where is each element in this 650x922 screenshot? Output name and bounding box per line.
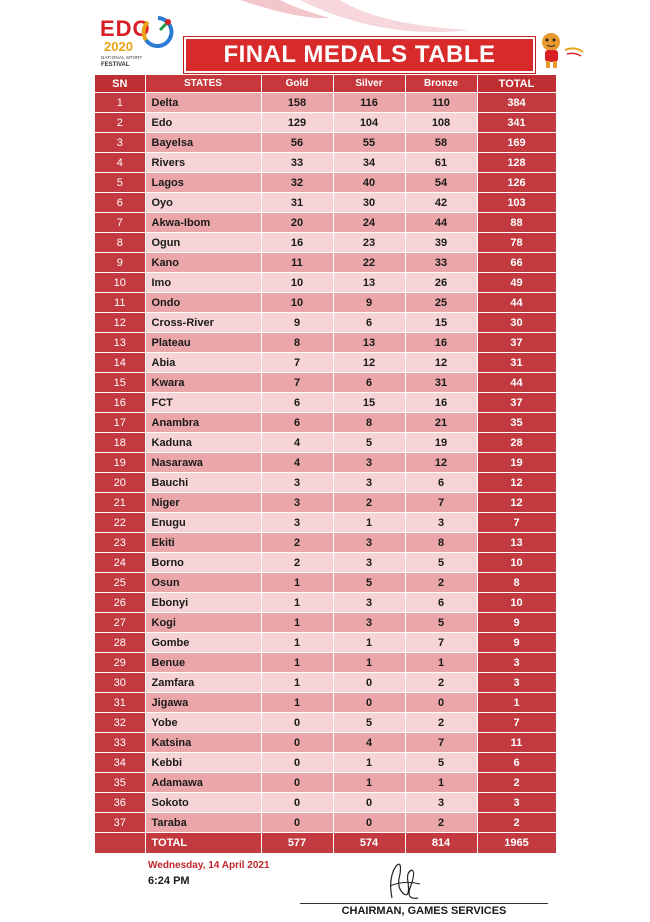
row-state: Enugu xyxy=(145,513,261,533)
table-body xyxy=(95,93,556,833)
logo-subtitle-line1: NATIONAL SPORT xyxy=(101,55,143,60)
row-state: Taraba xyxy=(145,813,261,833)
table-row xyxy=(95,253,556,273)
row-bronze: 25 xyxy=(405,293,477,313)
row-silver: 0 xyxy=(333,673,405,693)
row-gold: 11 xyxy=(261,253,333,273)
row-silver: 5 xyxy=(333,433,405,453)
row-gold: 2 xyxy=(261,553,333,573)
row-bronze: 31 xyxy=(405,373,477,393)
row-gold: 3 xyxy=(261,513,333,533)
row-state: Ekiti xyxy=(145,533,261,553)
row-state: Kaduna xyxy=(145,433,261,453)
row-bronze: 42 xyxy=(405,193,477,213)
row-gold: 31 xyxy=(261,193,333,213)
row-total: 12 xyxy=(477,493,556,513)
logo-year-text: 2020 xyxy=(104,39,133,54)
row-bronze: 0 xyxy=(405,693,477,713)
row-state: Lagos xyxy=(145,173,261,193)
row-sn: 28 xyxy=(95,633,145,653)
row-silver: 0 xyxy=(333,813,405,833)
row-silver: 1 xyxy=(333,513,405,533)
row-sn: 27 xyxy=(95,613,145,633)
row-silver: 15 xyxy=(333,393,405,413)
totals-silver: 574 xyxy=(333,833,405,854)
row-total: 12 xyxy=(477,473,556,493)
row-state: FCT xyxy=(145,393,261,413)
table-row xyxy=(95,353,556,373)
time-label: 6:24 PM xyxy=(148,875,190,887)
row-sn: 35 xyxy=(95,773,145,793)
row-total: 1 xyxy=(477,693,556,713)
row-total: 8 xyxy=(477,573,556,593)
row-bronze: 6 xyxy=(405,593,477,613)
row-silver: 24 xyxy=(333,213,405,233)
row-state: Cross-River xyxy=(145,313,261,333)
row-bronze: 61 xyxy=(405,153,477,173)
row-state: Ogun xyxy=(145,233,261,253)
table-row xyxy=(95,653,556,673)
row-state: Bauchi xyxy=(145,473,261,493)
table-row xyxy=(95,153,556,173)
table-row xyxy=(95,773,556,793)
row-total: 11 xyxy=(477,733,556,753)
row-silver: 4 xyxy=(333,733,405,753)
row-silver: 12 xyxy=(333,353,405,373)
row-silver: 40 xyxy=(333,173,405,193)
row-total: 88 xyxy=(477,213,556,233)
logo-subtitle-line2: FESTIVAL xyxy=(101,62,130,68)
row-state: Yobe xyxy=(145,713,261,733)
row-sn: 9 xyxy=(95,253,145,273)
row-gold: 7 xyxy=(261,353,333,373)
table-row xyxy=(95,213,556,233)
table-row xyxy=(95,513,556,533)
row-sn: 18 xyxy=(95,433,145,453)
row-bronze: 19 xyxy=(405,433,477,453)
row-sn: 37 xyxy=(95,813,145,833)
row-total: 384 xyxy=(477,93,556,113)
row-gold: 8 xyxy=(261,333,333,353)
row-bronze: 33 xyxy=(405,253,477,273)
row-sn: 12 xyxy=(95,313,145,333)
logo-edo-text: EDO xyxy=(100,16,151,41)
row-state: Bayelsa xyxy=(145,133,261,153)
row-state: Abia xyxy=(145,353,261,373)
table-row xyxy=(95,93,556,113)
row-total: 7 xyxy=(477,513,556,533)
row-silver: 0 xyxy=(333,693,405,713)
header-total: TOTAL xyxy=(477,75,556,93)
row-state: Sokoto xyxy=(145,793,261,813)
row-total: 169 xyxy=(477,133,556,153)
row-sn: 3 xyxy=(95,133,145,153)
table-row xyxy=(95,693,556,713)
row-sn: 11 xyxy=(95,293,145,313)
row-total: 9 xyxy=(477,613,556,633)
row-sn: 17 xyxy=(95,413,145,433)
table-row xyxy=(95,293,556,313)
row-total: 66 xyxy=(477,253,556,273)
row-total: 7 xyxy=(477,713,556,733)
row-sn: 21 xyxy=(95,493,145,513)
row-gold: 0 xyxy=(261,793,333,813)
row-total: 3 xyxy=(477,653,556,673)
row-silver: 9 xyxy=(333,293,405,313)
row-sn: 7 xyxy=(95,213,145,233)
table-row xyxy=(95,713,556,733)
row-total: 103 xyxy=(477,193,556,213)
row-total: 126 xyxy=(477,173,556,193)
row-state: Gombe xyxy=(145,633,261,653)
totals-row xyxy=(95,833,556,854)
row-state: Nasarawa xyxy=(145,453,261,473)
row-silver: 13 xyxy=(333,333,405,353)
row-silver: 1 xyxy=(333,653,405,673)
row-gold: 158 xyxy=(261,93,333,113)
row-silver: 3 xyxy=(333,453,405,473)
table-row xyxy=(95,633,556,653)
row-sn: 6 xyxy=(95,193,145,213)
row-gold: 0 xyxy=(261,733,333,753)
row-sn: 30 xyxy=(95,673,145,693)
row-state: Osun xyxy=(145,573,261,593)
row-silver: 1 xyxy=(333,753,405,773)
row-gold: 4 xyxy=(261,453,333,473)
row-state: Imo xyxy=(145,273,261,293)
row-total: 10 xyxy=(477,593,556,613)
row-total: 49 xyxy=(477,273,556,293)
table-row xyxy=(95,533,556,553)
row-sn: 10 xyxy=(95,273,145,293)
row-bronze: 5 xyxy=(405,753,477,773)
row-bronze: 16 xyxy=(405,393,477,413)
row-silver: 3 xyxy=(333,593,405,613)
table-row xyxy=(95,233,556,253)
row-silver: 3 xyxy=(333,473,405,493)
row-gold: 1 xyxy=(261,613,333,633)
row-silver: 22 xyxy=(333,253,405,273)
header-gold: Gold xyxy=(261,75,333,93)
signature-line xyxy=(300,903,548,904)
table-row xyxy=(95,393,556,413)
row-gold: 2 xyxy=(261,533,333,553)
row-silver: 0 xyxy=(333,793,405,813)
row-bronze: 2 xyxy=(405,573,477,593)
row-bronze: 108 xyxy=(405,113,477,133)
totals-label: TOTAL xyxy=(145,833,261,854)
row-gold: 10 xyxy=(261,293,333,313)
row-sn: 15 xyxy=(95,373,145,393)
row-total: 37 xyxy=(477,393,556,413)
row-sn: 2 xyxy=(95,113,145,133)
row-gold: 1 xyxy=(261,653,333,673)
row-bronze: 2 xyxy=(405,813,477,833)
row-bronze: 12 xyxy=(405,453,477,473)
row-sn: 5 xyxy=(95,173,145,193)
row-sn: 31 xyxy=(95,693,145,713)
row-bronze: 5 xyxy=(405,613,477,633)
row-gold: 10 xyxy=(261,273,333,293)
row-sn: 25 xyxy=(95,573,145,593)
table-row xyxy=(95,453,556,473)
row-bronze: 3 xyxy=(405,793,477,813)
row-silver: 30 xyxy=(333,193,405,213)
row-sn: 33 xyxy=(95,733,145,753)
row-bronze: 16 xyxy=(405,333,477,353)
table-row xyxy=(95,753,556,773)
row-total: 28 xyxy=(477,433,556,453)
row-bronze: 7 xyxy=(405,493,477,513)
row-total: 10 xyxy=(477,553,556,573)
row-state: Edo xyxy=(145,113,261,133)
table-row xyxy=(95,413,556,433)
signature-icon xyxy=(370,858,440,906)
row-bronze: 7 xyxy=(405,633,477,653)
row-state: Kogi xyxy=(145,613,261,633)
row-total: 30 xyxy=(477,313,556,333)
table-row xyxy=(95,133,556,153)
row-sn: 16 xyxy=(95,393,145,413)
row-silver: 2 xyxy=(333,493,405,513)
row-total: 13 xyxy=(477,533,556,553)
row-sn: 29 xyxy=(95,653,145,673)
row-bronze: 3 xyxy=(405,513,477,533)
row-total: 2 xyxy=(477,773,556,793)
table-header-row xyxy=(95,75,556,93)
table-row xyxy=(95,193,556,213)
row-gold: 0 xyxy=(261,713,333,733)
row-silver: 3 xyxy=(333,533,405,553)
table-row xyxy=(95,793,556,813)
row-sn: 13 xyxy=(95,333,145,353)
row-bronze: 54 xyxy=(405,173,477,193)
row-total: 35 xyxy=(477,413,556,433)
row-gold: 56 xyxy=(261,133,333,153)
row-gold: 4 xyxy=(261,433,333,453)
row-gold: 9 xyxy=(261,313,333,333)
row-state: Jigawa xyxy=(145,693,261,713)
page-title: FINAL MEDALS TABLE xyxy=(184,37,535,73)
table-row xyxy=(95,733,556,753)
row-bronze: 8 xyxy=(405,533,477,553)
row-gold: 6 xyxy=(261,413,333,433)
row-gold: 1 xyxy=(261,573,333,593)
row-gold: 6 xyxy=(261,393,333,413)
row-silver: 3 xyxy=(333,613,405,633)
signatory-title: CHAIRMAN, GAMES SERVICES xyxy=(341,905,507,917)
totals-bronze: 814 xyxy=(405,833,477,854)
row-state: Ebonyi xyxy=(145,593,261,613)
row-state: Kwara xyxy=(145,373,261,393)
row-gold: 0 xyxy=(261,813,333,833)
row-bronze: 7 xyxy=(405,733,477,753)
row-gold: 20 xyxy=(261,213,333,233)
row-bronze: 1 xyxy=(405,773,477,793)
header-bronze: Bronze xyxy=(405,75,477,93)
row-total: 9 xyxy=(477,633,556,653)
header-sn: SN xyxy=(95,75,145,93)
row-total: 6 xyxy=(477,753,556,773)
row-silver: 6 xyxy=(333,373,405,393)
row-silver: 116 xyxy=(333,93,405,113)
totals-gold: 577 xyxy=(261,833,333,854)
table-row xyxy=(95,433,556,453)
row-total: 3 xyxy=(477,793,556,813)
row-state: Adamawa xyxy=(145,773,261,793)
row-sn: 34 xyxy=(95,753,145,773)
table-row xyxy=(95,273,556,293)
date-label: Wednesday, 14 April 2021 xyxy=(148,860,270,871)
table-row xyxy=(95,313,556,333)
row-state: Kebbi xyxy=(145,753,261,773)
row-gold: 0 xyxy=(261,773,333,793)
row-state: Plateau xyxy=(145,333,261,353)
row-silver: 1 xyxy=(333,773,405,793)
row-silver: 13 xyxy=(333,273,405,293)
row-silver: 5 xyxy=(333,573,405,593)
row-silver: 55 xyxy=(333,133,405,153)
row-gold: 33 xyxy=(261,153,333,173)
row-silver: 34 xyxy=(333,153,405,173)
row-state: Rivers xyxy=(145,153,261,173)
table-row xyxy=(95,813,556,833)
row-bronze: 2 xyxy=(405,673,477,693)
row-state: Delta xyxy=(145,93,261,113)
row-total: 44 xyxy=(477,293,556,313)
row-sn: 8 xyxy=(95,233,145,253)
row-total: 37 xyxy=(477,333,556,353)
row-silver: 6 xyxy=(333,313,405,333)
logo-ring-icon xyxy=(138,12,178,52)
row-state: Oyo xyxy=(145,193,261,213)
header-states: STATES xyxy=(145,75,261,93)
row-state: Anambra xyxy=(145,413,261,433)
table-row xyxy=(95,593,556,613)
row-state: Borno xyxy=(145,553,261,573)
row-total: 78 xyxy=(477,233,556,253)
mascot-icon xyxy=(535,30,587,70)
row-state: Kano xyxy=(145,253,261,273)
row-gold: 1 xyxy=(261,593,333,613)
row-bronze: 110 xyxy=(405,93,477,113)
row-total: 19 xyxy=(477,453,556,473)
row-bronze: 58 xyxy=(405,133,477,153)
row-bronze: 1 xyxy=(405,653,477,673)
header-silver: Silver xyxy=(333,75,405,93)
row-sn: 4 xyxy=(95,153,145,173)
table-row xyxy=(95,613,556,633)
row-bronze: 15 xyxy=(405,313,477,333)
row-gold: 1 xyxy=(261,693,333,713)
row-gold: 32 xyxy=(261,173,333,193)
row-sn: 20 xyxy=(95,473,145,493)
row-total: 31 xyxy=(477,353,556,373)
table-row xyxy=(95,113,556,133)
row-sn: 24 xyxy=(95,553,145,573)
row-sn: 19 xyxy=(95,453,145,473)
row-silver: 1 xyxy=(333,633,405,653)
row-state: Zamfara xyxy=(145,673,261,693)
row-state: Akwa-Ibom xyxy=(145,213,261,233)
table-row xyxy=(95,573,556,593)
row-bronze: 44 xyxy=(405,213,477,233)
row-total: 128 xyxy=(477,153,556,173)
row-sn: 14 xyxy=(95,353,145,373)
row-state: Benue xyxy=(145,653,261,673)
row-silver: 8 xyxy=(333,413,405,433)
row-total: 44 xyxy=(477,373,556,393)
row-silver: 5 xyxy=(333,713,405,733)
row-sn: 22 xyxy=(95,513,145,533)
table-row xyxy=(95,373,556,393)
table-row xyxy=(95,493,556,513)
medals-table xyxy=(95,75,557,854)
row-bronze: 39 xyxy=(405,233,477,253)
row-bronze: 26 xyxy=(405,273,477,293)
row-gold: 3 xyxy=(261,473,333,493)
row-sn: 1 xyxy=(95,93,145,113)
row-gold: 7 xyxy=(261,373,333,393)
table-row xyxy=(95,173,556,193)
table-row xyxy=(95,333,556,353)
row-gold: 3 xyxy=(261,493,333,513)
row-silver: 23 xyxy=(333,233,405,253)
row-state: Ondo xyxy=(145,293,261,313)
row-silver: 3 xyxy=(333,553,405,573)
row-bronze: 21 xyxy=(405,413,477,433)
table-row xyxy=(95,553,556,573)
row-gold: 1 xyxy=(261,673,333,693)
row-bronze: 6 xyxy=(405,473,477,493)
row-sn: 32 xyxy=(95,713,145,733)
row-bronze: 2 xyxy=(405,713,477,733)
row-state: Niger xyxy=(145,493,261,513)
row-sn: 26 xyxy=(95,593,145,613)
row-gold: 0 xyxy=(261,753,333,773)
row-bronze: 5 xyxy=(405,553,477,573)
row-bronze: 12 xyxy=(405,353,477,373)
row-total: 2 xyxy=(477,813,556,833)
row-gold: 1 xyxy=(261,633,333,653)
row-silver: 104 xyxy=(333,113,405,133)
row-sn: 23 xyxy=(95,533,145,553)
row-gold: 129 xyxy=(261,113,333,133)
row-total: 3 xyxy=(477,673,556,693)
row-sn: 36 xyxy=(95,793,145,813)
row-total: 341 xyxy=(477,113,556,133)
row-state: Katsina xyxy=(145,733,261,753)
table-row xyxy=(95,673,556,693)
table-row xyxy=(95,473,556,493)
row-gold: 16 xyxy=(261,233,333,253)
totals-total: 1965 xyxy=(477,833,556,854)
